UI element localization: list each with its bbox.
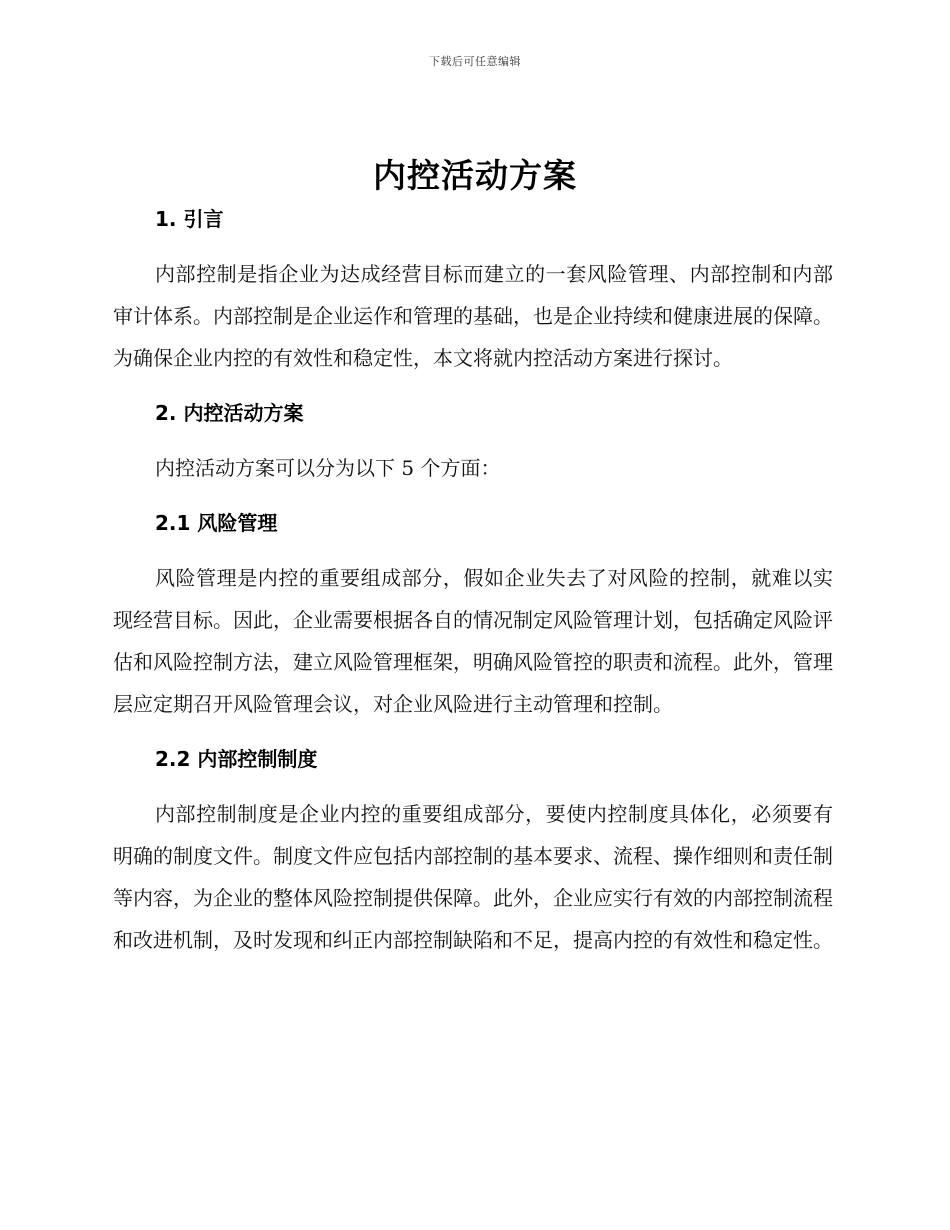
document-body [113,198,833,961]
section-heading-internal-control-system: 2.2 内部控制制度 [155,747,318,771]
paragraph-activity-plan: 内控活动方案可以分为以下 5 个方面： [155,456,501,480]
document-title: 内控活动方案 [373,156,577,195]
section-heading-risk-management: 2.1 风险管理 [155,511,278,535]
header-note: 下载后可任意编辑 [429,55,521,68]
section-heading-introduction: 1. 引言 [155,207,224,231]
section-heading-activity-plan: 2. 内控活动方案 [155,401,304,425]
paragraph-risk-management: 风险管理是内控的重要组成部分，假如企业失去了对风险的控制，就难以实现经营目标。因此，企业需要根据各自的情况制定风险管理计划，包括确定风险评估和风险控制方法，建立风险管理框架，明确风险管控的职责和流程。此外，管理层应定期召开风险管理会议，对企业风险进行主动管理和控制。 [113,566,833,716]
paragraph-internal-control-system: 内部控制制度是企业内控的重要组成部分，要使内控制度具体化，必须要有明确的制度文件。制度文件应包括内部控制的基本要求、流程、操作细则和责任制等内容，为企业的整体风险控制提供保障。此外，企业应实行有效的内部控制流程和改进机制，及时发现和纠正内部控制缺陷和不足，提高内控的有效性和稳定性。 [113,802,833,952]
paragraph-introduction: 内部控制是指企业为达成经营目标而建立的一套风险管理、内部控制和内部审计体系。内部控制是企业运作和管理的基础，也是企业持续和健康进展的保障。为确保企业内控的有效性和稳定性，本文将就内控活动方案进行探讨。 [113,262,833,370]
